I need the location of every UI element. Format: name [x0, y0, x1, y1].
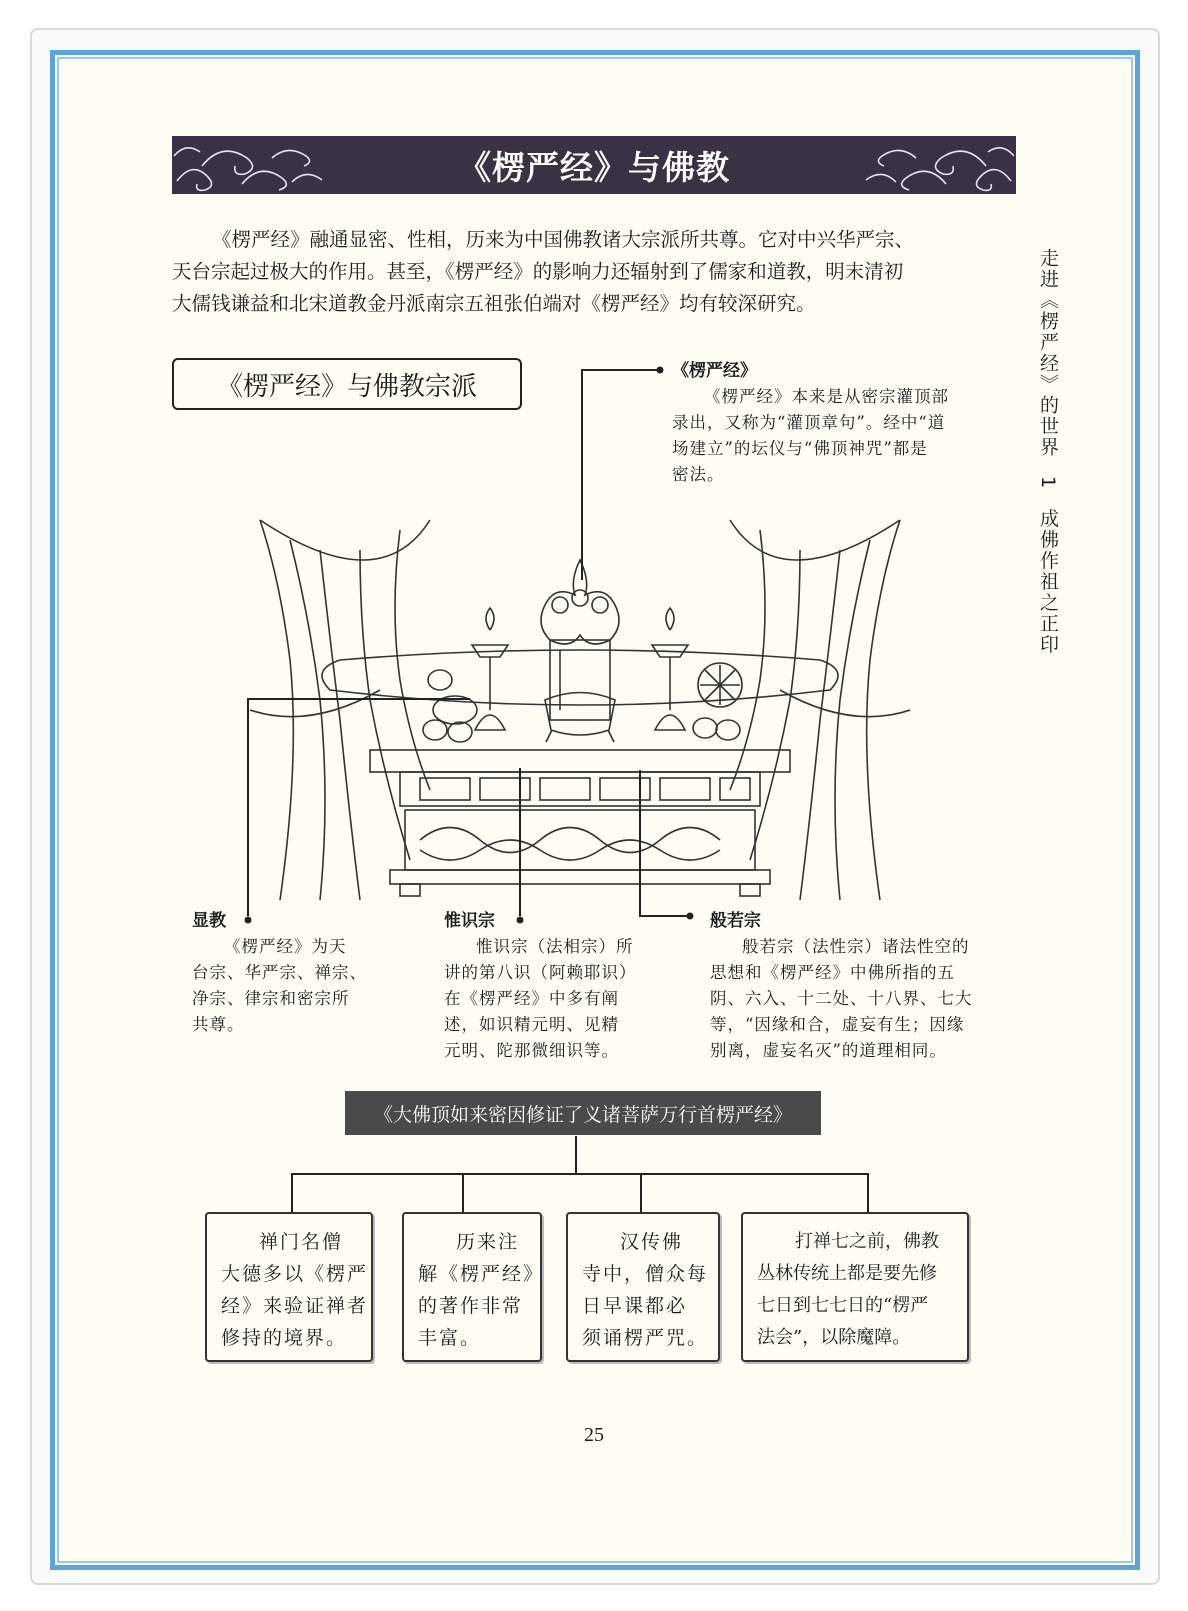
- chapter-number: 1: [1037, 476, 1059, 491]
- callout-line: 《楞严经》为天: [224, 937, 347, 956]
- callout-line: 般若宗（法性宗）诸法性空的: [742, 937, 970, 956]
- callout-line: 述，如识精元明、见精: [444, 1015, 619, 1034]
- box-line: 禅门名僧: [259, 1231, 344, 1253]
- callout-prajna-school: [710, 908, 1010, 1064]
- intro-paragraph: [172, 224, 1002, 320]
- box-line: 大德多以《楞严: [221, 1263, 369, 1285]
- tree-box-commentaries: [402, 1212, 545, 1362]
- intro-line: 天台宗起过极大的作用。甚至，《楞严经》的影响力还辐射到了儒家和道教，明末清初: [172, 260, 904, 283]
- box-line: 日早课都必: [582, 1295, 688, 1317]
- box-line: 寺中，僧众每: [582, 1263, 709, 1285]
- box-line: 须诵楞严咒。: [582, 1327, 709, 1349]
- sutra-full-title-banner: 《大佛顶如来密因修证了义诸菩萨万行首楞严经》: [345, 1091, 821, 1135]
- callout-title: 显教: [192, 911, 226, 931]
- title-banner: [172, 136, 1016, 194]
- callout-line: 讲的第八识（阿赖耶识）: [444, 963, 637, 982]
- page-title: 《楞严经》与佛教: [458, 147, 730, 187]
- callout-line: 场建立”的坛仪与“佛顶神咒”都是: [672, 439, 928, 458]
- callout-exoteric-teaching: [192, 908, 392, 1038]
- callout-title: 惟识宗: [444, 911, 495, 931]
- callout-line: 《楞严经》本来是从密宗灌顶部: [704, 387, 949, 406]
- callout-line: 惟识宗（法相宗）所: [476, 937, 634, 956]
- tree-box-chan-masters: [205, 1212, 373, 1362]
- chapter-title: 走进《楞严经》的世界: [1037, 248, 1059, 458]
- callout-line: 别离，虚妄名灭”的道理相同。: [710, 1041, 947, 1060]
- callout-line: 密法。: [672, 465, 725, 484]
- callout-line: 思想和《楞严经》中佛所指的五: [710, 963, 955, 982]
- callout-body: [444, 934, 664, 1064]
- box-line: 法会”，以除魔障。: [757, 1327, 911, 1348]
- callout-line: 净宗、律宗和密宗所: [192, 989, 350, 1008]
- section-heading: 《楞严经》与佛教宗派: [172, 358, 522, 410]
- callout-title: 《楞严经》: [672, 361, 757, 381]
- callout-line: 等，“因缘和合，虚妄有生；因缘: [710, 1015, 965, 1034]
- callout-weishi-school: [444, 908, 664, 1064]
- callout-line: 阴、六入、十二处、十八界、七大: [710, 989, 973, 1008]
- callout-line: 在《楞严经》中多有阐: [444, 989, 619, 1008]
- box-line: 历来注: [456, 1231, 520, 1253]
- tree-box-chan-retreat: [741, 1212, 969, 1362]
- callout-line: 台宗、华严宗、禅宗、: [192, 963, 367, 982]
- box-line: 解《楞严经》: [418, 1263, 545, 1285]
- box-line: 的著作非常: [418, 1295, 524, 1317]
- cloud-pattern-right: [846, 136, 1016, 194]
- callout-body: [710, 934, 1010, 1064]
- intro-line: 《楞严经》融通显密、性相，历来为中国佛教诸大宗派所共尊。它对中兴华严宗、: [212, 228, 915, 251]
- callout-body: [672, 384, 1002, 488]
- box-line: 七日到七七日的“楞严: [757, 1295, 929, 1316]
- chapter-subtitle: 成佛作祖之正印: [1037, 508, 1059, 656]
- callout-line: 录出，又称为“灌顶章句”。经中“道: [672, 413, 946, 432]
- callout-title: 般若宗: [710, 911, 761, 931]
- callout-lengyan-sutra: [672, 358, 1002, 488]
- side-chapter-caption: [1032, 248, 1062, 655]
- box-line: 打禅七之前，佛教: [795, 1231, 939, 1252]
- box-line: 汉传佛: [620, 1231, 684, 1253]
- intro-line: 大儒钱谦益和北宋道教金丹派南宗五祖张伯端对《楞严经》均有较深研究。: [172, 292, 816, 315]
- page-number: 25: [584, 1424, 604, 1446]
- callout-body: [192, 934, 392, 1038]
- callout-line: 共尊。: [192, 1015, 245, 1034]
- altar-illustration: [250, 480, 910, 900]
- tree-box-morning-chant: [566, 1212, 720, 1362]
- box-line: 经》来验证禅者: [221, 1295, 369, 1317]
- box-line: 丰富。: [418, 1327, 482, 1349]
- box-line: 修持的境界。: [221, 1327, 348, 1349]
- cloud-pattern-left: [172, 136, 342, 194]
- callout-line: 元明、陀那微细识等。: [444, 1041, 619, 1060]
- box-line: 丛林传统上都是要先修: [757, 1263, 937, 1284]
